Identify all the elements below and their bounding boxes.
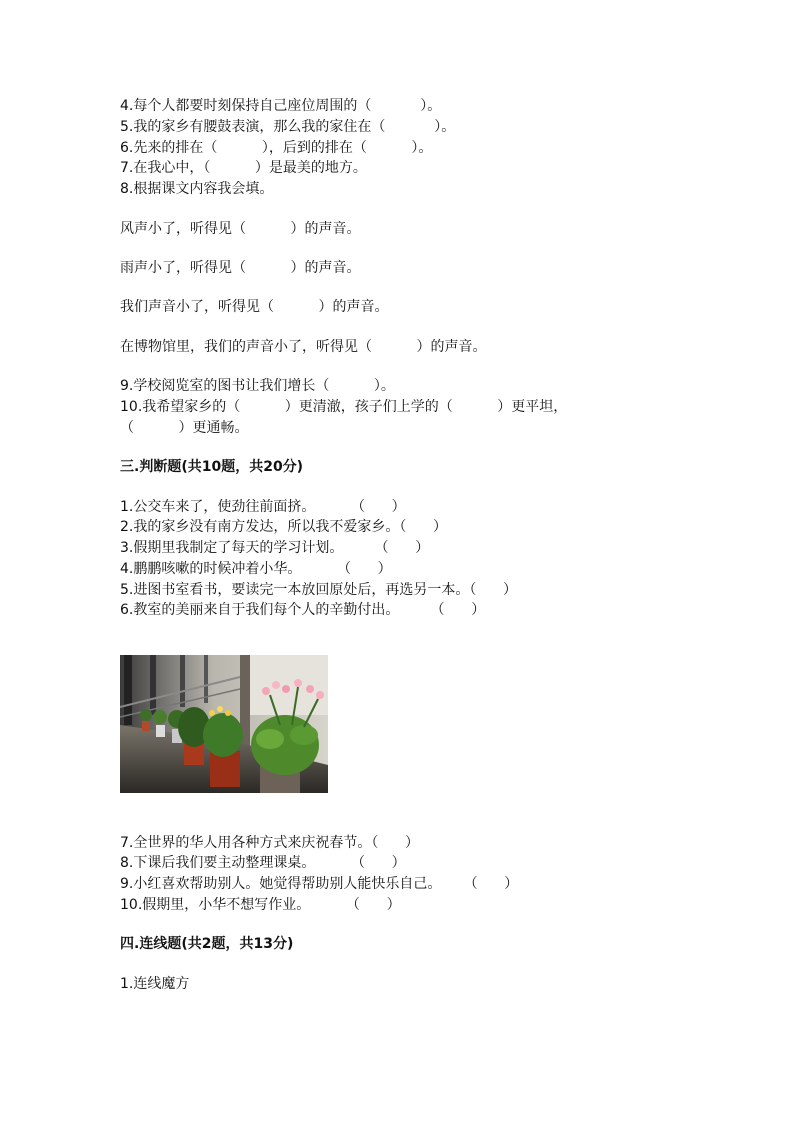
question-8-line-c: 我们声音小了，听得见（ ）的声音。	[120, 299, 389, 315]
judge-item-2: 2.我的家乡没有南方发达，所以我不爱家乡。（ ）	[120, 519, 448, 535]
question-9: 9.学校阅览室的图书让我们增长（ ）。	[120, 378, 395, 394]
judge-item-9: 9.小红喜欢帮助别人。她觉得帮助别人能快乐自己。 （ ）	[120, 876, 519, 892]
judge-item-8: 8.下课后我们要主动整理课桌。 （ ）	[120, 855, 406, 871]
question-6: 6.先来的排在（ ），后到的排在（ ）。	[120, 140, 433, 156]
potted-plants-photo-icon	[120, 655, 328, 793]
question-8-line-b: 雨声小了，听得见（ ）的声音。	[120, 260, 361, 276]
judge-item-5: 5.进图书室看书，要读完一本放回原处后，再选另一本。（ ）	[120, 582, 518, 598]
judge-item-10: 10.假期里，小华不想写作业。 （ ）	[120, 897, 401, 913]
judge-item-3: 3.假期里我制定了每天的学习计划。 （ ）	[120, 540, 430, 556]
question-4: 4.每个人都要时刻保持自己座位周围的（ ）。	[120, 98, 442, 114]
question-8-line-d: 在博物馆里，我们的声音小了，听得见（ ）的声音。	[120, 339, 487, 355]
judge-item-4: 4.鹏鹏咳嗽的时候冲着小华。 （ ）	[120, 561, 392, 577]
section-3-title: 三.判断题(共10题，共20分)	[120, 459, 304, 475]
judge-item-6: 6.教室的美丽来自于我们每个人的辛勤付出。 （ ）	[120, 602, 486, 618]
question-8: 8.根据课文内容我会填。	[120, 181, 274, 197]
question-10-line-2: （ ）更通畅。	[120, 420, 249, 436]
question-7: 7.在我心中，（ ）是最美的地方。	[120, 160, 367, 176]
potted-plants-photo	[120, 655, 328, 793]
judge-item-7: 7.全世界的华人用各种方式来庆祝春节。（ ）	[120, 835, 420, 851]
section-4-title: 四.连线题(共2题，共13分)	[120, 936, 294, 952]
question-8-line-a: 风声小了，听得见（ ）的声音。	[120, 221, 361, 237]
question-5: 5.我的家乡有腰鼓表演，那么我的家住在（ ）。	[120, 119, 456, 135]
judge-item-1: 1.公交车来了，使劲往前面挤。 （ ）	[120, 499, 406, 515]
question-10-line-1: 10.我希望家乡的（ ）更清澈，孩子们上学的（ ）更平坦，	[120, 399, 568, 415]
matching-question-1: 1.连线魔方	[120, 976, 190, 992]
